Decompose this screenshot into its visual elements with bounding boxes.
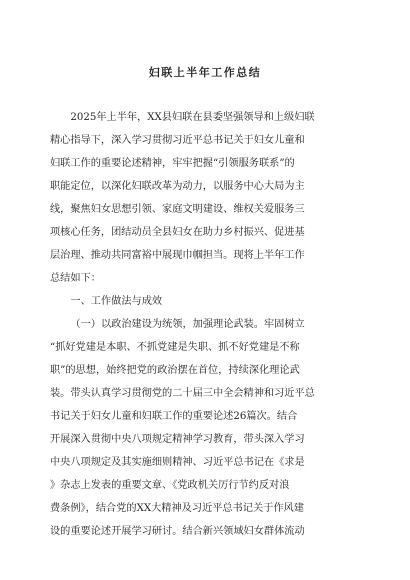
intro-line: 精心指导下，深入学习贯彻习近平总书记关于妇女儿童和 bbox=[50, 135, 305, 146]
intro-line: 2025年上半年，XX县妇联在县委坚强领导和上级妇联 bbox=[70, 112, 315, 123]
intro-line: 妇联工作的重要论述精神，牢牢把握“引领服务联系”的 bbox=[50, 158, 295, 169]
intro-line: 项核心任务，团结动员全县妇女在助力乡村振兴、促进基 bbox=[50, 227, 305, 238]
body-line: 》杂志上发表的重要文章、《党政机关厉行节约反对浪 bbox=[50, 480, 290, 491]
body-line: 开展深入贯彻中央八项规定精神学习教育，带头深入学习 bbox=[50, 434, 305, 445]
body-line: 设的重要论述开展学习研讨。结合新兴领域妇女群体流动 bbox=[50, 526, 305, 537]
document-title: 妇联上半年工作总结 bbox=[148, 66, 262, 79]
body-line: “抓好党建是本职、不抓党建是失职、抓不好党建是不称 bbox=[50, 342, 300, 353]
body-line: 书记关于妇女儿童和妇联工作的重要论述26篇次。结合 bbox=[50, 411, 298, 422]
body-line: 中央八项规定及其实施细则精神、习近平总书记在《求是 bbox=[50, 457, 305, 468]
intro-line: 层治理、推动共同富裕中展现巾帼担当。现将上半年工作 bbox=[50, 250, 305, 261]
intro-line: 总结如下： bbox=[50, 273, 101, 284]
body-line: 装。带头认真学习贯彻党的二十届三中全会精神和习近平总 bbox=[50, 388, 315, 399]
intro-line: 线，聚焦妇女思想引领、家庭文明建设、维权关爱服务三 bbox=[50, 204, 305, 215]
body-paragraph bbox=[50, 313, 360, 543]
body-line: （一）以政治建设为统领，加强理论武装。牢固树立 bbox=[70, 319, 305, 330]
intro-paragraph bbox=[50, 106, 360, 290]
body-line: 费条例》，结合党的XX大精神及习近平总书记关于作风建 bbox=[50, 503, 304, 514]
body-line: 职”的思想，始终把党的政治摆在首位，持续深化理论武 bbox=[50, 365, 300, 376]
section-heading: 一、工作做法与成效 bbox=[70, 296, 163, 307]
intro-line: 职能定位，以深化妇联改革为动力，以服务中心大局为主 bbox=[50, 181, 305, 192]
